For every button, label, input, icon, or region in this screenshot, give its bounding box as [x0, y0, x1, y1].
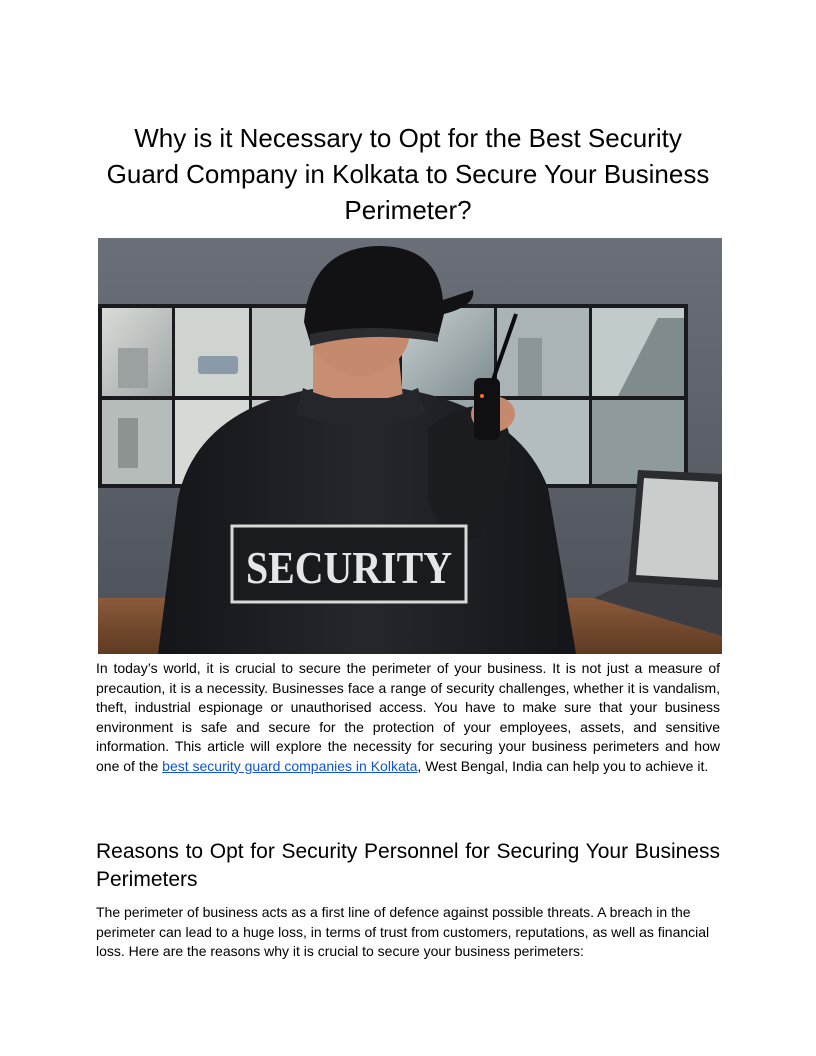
section-paragraph: The perimeter of business acts as a first line of defence against possible threats. A breach in the perimeter can lead to a huge loss, in terms of trust from customers, reputations, as well as financial loss. Here are the reasons why it is crucial to secure your business perimeters: — [96, 904, 710, 959]
security-guard-photo — [98, 238, 722, 654]
intro-paragraph — [96, 659, 720, 776]
jacket-label: SECURITY — [246, 542, 452, 593]
intro-text-after-link: , West Bengal, India can help you to achieve it. — [417, 757, 709, 774]
section-heading: Reasons to Opt for Security Personnel for Securing Your Business Perimeters — [96, 840, 720, 891]
intro-text-before-link: In today’s world, it is crucial to secure the perimeter of your business. It is not just a measure of precaution, it is a necessity. Businesses face a range of security challenges, whether it is vandalism, theft, industrial espionage or unauthorised access. You have to make sure that your business environment is safe and secure for the protection of your employees, assets, and sensitive information. This article will explore the necessity for securing your business perimeters and how one of the — [96, 660, 720, 774]
security-patch — [232, 526, 466, 602]
security-companies-link[interactable]: best security guard companies in Kolkata — [162, 757, 418, 774]
hero-image — [98, 238, 722, 654]
article-title: Why is it Necessary to Opt for the Best Security Guard Company in Kolkata to Secure Your Business Perimeter? — [106, 123, 710, 225]
